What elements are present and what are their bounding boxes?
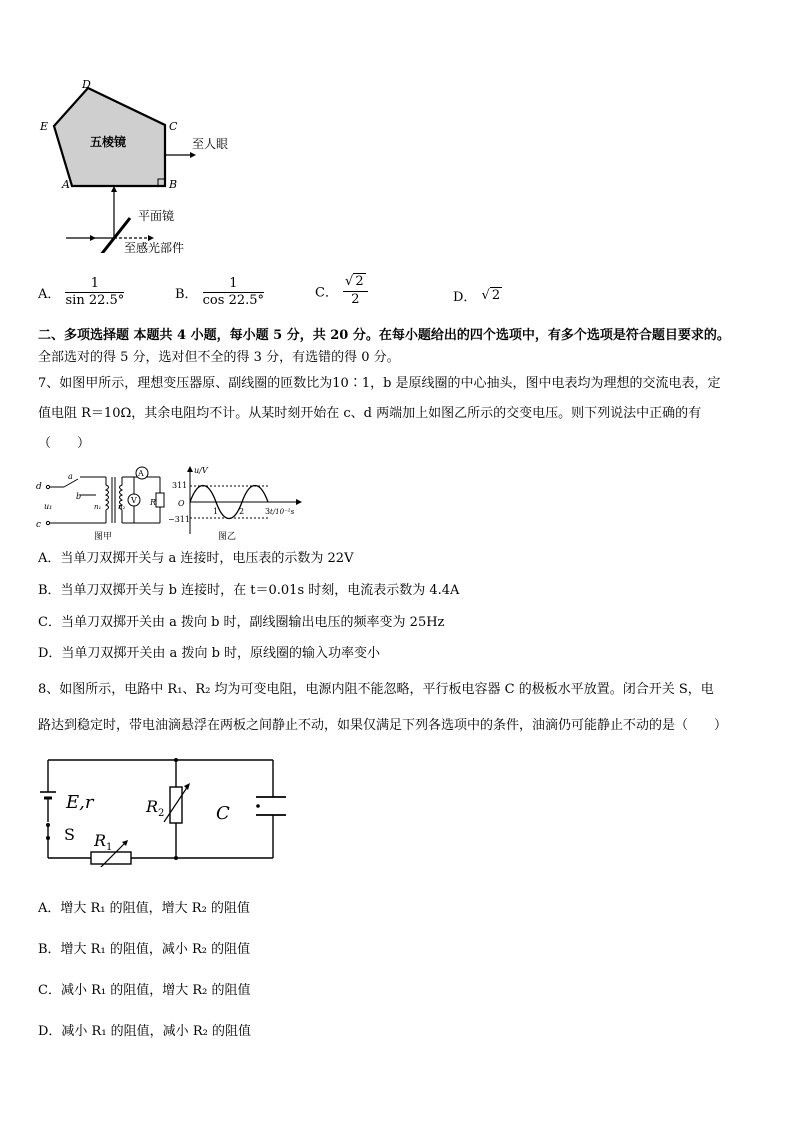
svg-text:1: 1 [106, 842, 113, 853]
fig-jia-caption: 图甲 [94, 532, 113, 540]
svg-text:−311: −311 [168, 515, 190, 524]
q7-option-b: B．当单刀双掷开关与 b 连接时，在 t＝0.01s 时刻，电流表示数为 4.4A [38, 583, 460, 598]
q6-option-c: C． $\frac{√ 2}{2}$ [315, 274, 368, 308]
svg-text:2: 2 [158, 808, 165, 819]
q6-option-b-fraction: $\frac{1}{\cos 22.5^\circ}$ [202, 276, 265, 308]
svg-text:E,r: E,r [66, 792, 94, 813]
svg-text:R: R [146, 797, 159, 816]
q8-option-c: C．减小 R₁ 的阻值，增大 R₂ 的阻值 [38, 983, 251, 998]
sensor-label: 至感光部件 [124, 241, 185, 253]
q8-circuit-figure [36, 752, 286, 867]
section2-line2: 全部选对的得 5 分，选对但不全的得 3 分，有选错的得 0 分。 [38, 350, 400, 365]
q7-circuit-figure [34, 465, 169, 540]
vertex-e: E [40, 120, 49, 133]
svg-text:V: V [131, 496, 137, 505]
q7-stem-line2: 值电阻 R＝10Ω，其余电阻均不计。从某时刻开始在 c、d 两端加上如图乙所示的交变电压。则下列说法中正确的有 [38, 406, 702, 421]
q7-stem-line1: 7、如图甲所示，理想变压器原、副线圈的匝数比为10∶1，b 是原线圈的中心抽头，图中电表均为理想的交流电表，定 [38, 376, 721, 391]
svg-text:311: 311 [172, 481, 188, 490]
svg-text:R: R [150, 498, 157, 507]
svg-text:u₁: u₁ [44, 502, 53, 511]
to-eye-label: 至人眼 [192, 137, 229, 151]
q8-stem-line2: 路达到稳定时，带电油滴悬浮在两板之间静止不动，如果仅满足下列各选项中的条件，油滴仍可能静止不动的是（ ） [38, 718, 728, 733]
q6-option-c-fraction: $\frac{√ 2}{2}$ [343, 274, 368, 308]
q6-option-a: A． $\frac{1}{\sin 22.5^\circ}$ [38, 276, 125, 308]
oil-drop [256, 804, 260, 808]
q8-stem-line1: 8、如图所示，电路中 R₁、R₂ 均为可变电阻，电源内阻不能忽略，平行板电容器 C 的极板水平放置。闭合开关 S，电 [38, 682, 714, 697]
svg-text:O: O [178, 499, 185, 508]
svg-text:2: 2 [239, 507, 245, 516]
svg-text:3: 3 [265, 507, 271, 516]
q6-option-b: B． $\frac{1}{\cos 22.5^\circ}$ [175, 276, 265, 308]
svg-text:C: C [216, 803, 230, 824]
fig-yi-caption: 图乙 [218, 532, 237, 542]
vertex-b: B [169, 178, 178, 191]
svg-text:S: S [64, 825, 75, 844]
svg-text:d: d [36, 482, 42, 492]
svg-text:n₂: n₂ [118, 503, 126, 511]
svg-text:b: b [76, 492, 82, 501]
q8-option-d: D．减小 R₁ 的阻值，减小 R₂ 的阻值 [38, 1024, 251, 1039]
q8-option-a: A．增大 R₁ 的阻值，增大 R₂ 的阻值 [38, 901, 250, 916]
q7-option-d: D．当单刀双掷开关由 a 拨向 b 时，原线圈的输入功率变小 [38, 646, 381, 661]
q6-option-a-fraction: $\frac{1}{\sin 22.5^\circ}$ [65, 276, 125, 308]
svg-text:a: a [68, 472, 73, 481]
section2-line1: 二、多项选择题 本题共 4 小题，每小题 5 分，共 20 分。在每小题给出的四个选项中，有多个选项是符合题目要求的。 [38, 328, 730, 343]
pentaprism-figure [30, 78, 250, 253]
svg-text:1: 1 [213, 507, 219, 516]
q7-option-c: C．当单刀双掷开关由 a 拨向 b 时，副线圈输出电压的频率变为 25Hz [38, 615, 445, 630]
svg-text:u/V: u/V [194, 466, 208, 475]
q6-option-d-sqrt: √ 2 [481, 288, 501, 303]
q7-voltage-graph [168, 464, 308, 544]
mirror-label: 平面镜 [138, 209, 175, 223]
vertex-a: A [62, 178, 70, 191]
svg-text:t/10⁻²s: t/10⁻²s [270, 508, 295, 516]
q7-stem-line3: （ ） [38, 436, 91, 451]
vertex-d: D [82, 78, 91, 91]
svg-text:A: A [138, 469, 144, 478]
prism-label: 五棱镜 [90, 135, 127, 149]
q8-option-b: B．增大 R₁ 的阻值，减小 R₂ 的阻值 [38, 942, 251, 957]
q7-option-a: A．当单刀双掷开关与 a 连接时，电压表的示数为 22V [38, 551, 354, 566]
svg-text:n₁: n₁ [94, 503, 102, 511]
svg-text:R: R [94, 831, 107, 850]
q6-option-d: D． √ 2 [453, 288, 501, 305]
r1-resistor [91, 852, 131, 864]
svg-text:c: c [36, 520, 42, 530]
vertex-c: C [169, 120, 178, 133]
